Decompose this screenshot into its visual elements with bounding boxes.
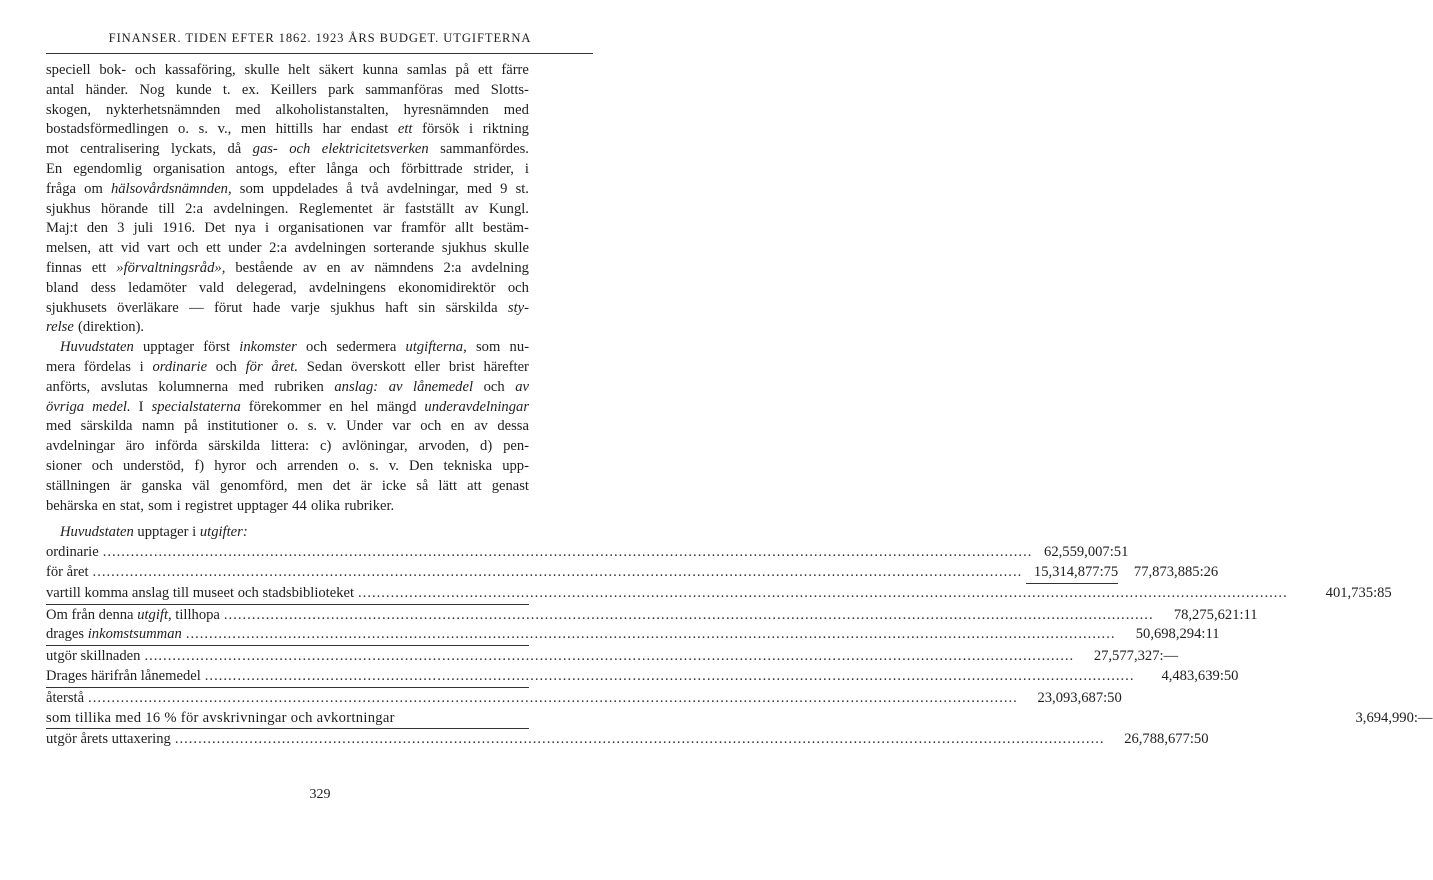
row-value-total: 78,275,621:11	[1173, 606, 1258, 623]
text-line: sjukhusets överläkare — förut hade varje sjukhus haft sin särskilda sty-	[46, 299, 529, 316]
table-heading-text: upptager i	[133, 524, 200, 541]
row-value-total: 3,694,990:—	[1355, 709, 1433, 726]
row-value-total: 27,577,327:—	[1093, 648, 1179, 665]
paragraph-1	[46, 61, 529, 338]
row-label: utgör skillnaden	[46, 648, 141, 665]
text-line: övriga medel. I specialstaterna förekommer en hel mängd underavdelningar	[46, 398, 529, 415]
row-value-subtotal: 62,559,007:51	[1044, 544, 1129, 561]
text-line: bland dess ledamöter vald delegerad, avdelningens ekonomidirektör och	[46, 279, 529, 296]
table-row: återstå ........................................................................................................................................................................................................ 23,093,687:50	[46, 687, 529, 709]
text-line: fråga om hälsovårdsnämnden, som uppdelades å två avdelningar, med 9 st.	[46, 180, 529, 197]
table-row: Drages härifrån lånemedel ........................................................................................................................................................................................................ 4,483,639:50	[46, 667, 529, 687]
table-row: Om från denna utgift, tillhopa ........................................................................................................................................................................................................ 78,275,621:11	[46, 604, 529, 626]
row-label: som tillika med 16 % för avskrivningar och avkortningar	[46, 709, 395, 726]
text-line: med särskilda namn på institutioner o. s. v. Under var och en av dessa	[46, 418, 529, 435]
text-line: relse (direktion).	[46, 319, 145, 336]
row-value-total: 50,698,294:11	[1135, 626, 1220, 643]
row-label: Om från denna utgift, tillhopa	[46, 606, 220, 623]
page-number: 329	[309, 787, 331, 802]
row-label: utgör årets uttaxering	[46, 731, 171, 748]
row-label: drages inkomstsumman	[46, 626, 182, 643]
text-line: sioner och understöd, f) hyror och arrenden o. s. v. Den tekniska upp-	[46, 457, 529, 474]
text-line: sjukhus hörande till 2:a avdelningen. Reglementet är fastställt av Kungl.	[46, 200, 529, 217]
text-line: ställningen är ganska väl genomförd, men det är icke så lätt att genast	[46, 477, 529, 494]
text-line: avdelningar äro införda särskilda littera: c) avlöningar, arvoden, d) pen-	[46, 438, 529, 455]
table-row: för året ........................................................................................................................................................................................................ 15,314,877:75 77,873,885:26	[46, 563, 529, 584]
text-line: Maj:t den 3 juli 1916. Det nya i organisationen var framför allt bestäm-	[46, 220, 529, 237]
row-label: Drages härifrån lånemedel	[46, 667, 201, 684]
table-row	[46, 709, 1433, 729]
text-line: antal händer. Nog kunde t. ex. Keillers park sammanföras med Slotts-	[46, 81, 529, 98]
body-text	[46, 61, 1433, 750]
row-value-total: 77,873,885:26	[1133, 563, 1219, 580]
row-value-total: 26,788,677:50	[1124, 731, 1209, 748]
paragraph-2	[46, 338, 529, 516]
text-line: bostadsförmedlingen o. s. v., men hittills har endast ett försök i riktning	[46, 121, 529, 138]
budget-table	[46, 543, 1433, 750]
text-line: speciell bok- och kassaföring, skulle helt säkert kunna samlas på ett färre	[46, 62, 529, 78]
text-line: melsen, att vid vart och ett under 2:a avdelningen sorterande sjukhus skulle	[46, 240, 529, 257]
table-heading-italic: Huvudstaten	[60, 524, 134, 541]
row-label: återstå	[46, 689, 85, 706]
row-value-total: 401,735:85	[1325, 584, 1392, 601]
row-label: vartill komma anslag till museet och stadsbiblioteket	[46, 584, 355, 601]
text-line: mot centralisering lyckats, då gas- och elektricitetsverken sammanfördes.	[46, 141, 529, 158]
text-line: mera fördelas i ordinarie och för året. Sedan överskott eller brist härefter	[46, 358, 529, 375]
row-value-total: 23,093,687:50	[1037, 689, 1122, 706]
text-line: anförts, avslutas kolumnerna med rubriken anslag: av lånemedel och av	[46, 378, 529, 395]
table-row: vartill komma anslag till museet och stadsbiblioteket ........................................................................................................................................................................................................ 401,735:85	[46, 584, 529, 604]
row-value-subtotal: 15,314,877:75	[1026, 563, 1118, 584]
text-line: En egendomlig organisation antogs, efter långa och förbittrade strider, i	[46, 160, 529, 177]
text-line: Huvudstaten upptager först inkomster och sedermera utgifterna, som nu-	[60, 339, 529, 356]
text-line: finnas ett »förvaltningsråd», bestående av en av nämndens 2:a avdelning	[46, 259, 529, 276]
table-row: drages inkomstsumman ........................................................................................................................................................................................................ 50,698,294:11	[46, 625, 529, 645]
table-heading-italic-2: utgifter:	[199, 524, 248, 541]
table-row: utgör skillnaden ........................................................................................................................................................................................................ 27,577,327:—	[46, 645, 529, 667]
text-line: skogen, nykterhetsnämnden med alkoholistanstalten, hyresnämnden med	[46, 101, 529, 118]
row-label: för året	[46, 563, 89, 580]
row-value-total: 4,483,639:50	[1161, 667, 1239, 684]
table-row: ordinarie ........................................................................................................................................................................................................ 62,559,007:51	[46, 543, 529, 563]
text-line: behärska en stat, som i registret upptager 44 olika rubriker.	[46, 497, 395, 514]
header-rule	[46, 53, 593, 54]
row-label: ordinarie	[46, 544, 99, 561]
running-header: FINANSER. TIDEN EFTER 1862. 1923 ÅRS BUDGET. UTGIFTERNA	[108, 31, 532, 45]
table-row: utgör årets uttaxering ........................................................................................................................................................................................................ 26,788,677:50	[46, 728, 529, 750]
table-heading	[46, 523, 529, 543]
